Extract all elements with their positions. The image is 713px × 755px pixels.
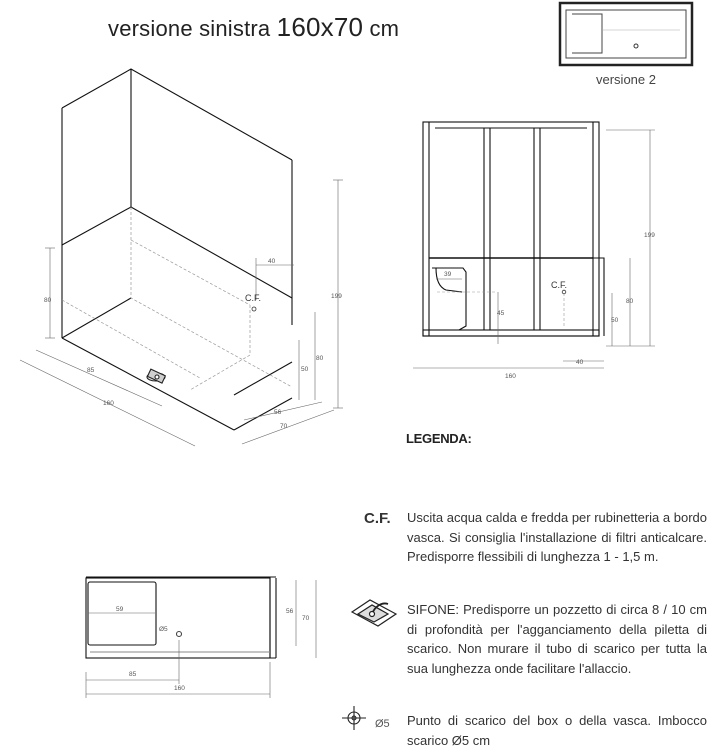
svg-text:50: 50 [611,317,619,324]
isometric-view [62,69,292,430]
svg-text:45: 45 [497,310,505,317]
svg-text:40: 40 [576,359,584,366]
svg-text:160: 160 [103,400,114,407]
iso-dimension-labels [44,258,342,430]
front-dimension-labels [444,232,655,380]
svg-text:80: 80 [626,298,634,305]
version-thumbnail [560,3,692,65]
svg-text:39: 39 [444,271,452,278]
plan-drain-label: Ø5 [159,626,168,633]
svg-text:85: 85 [129,671,137,678]
svg-text:80: 80 [316,355,324,362]
iso-drain-symbol [147,369,165,383]
svg-text:56: 56 [286,608,294,615]
plan-dimensions [86,580,316,698]
drain-symbol-label: Ø5 [375,718,390,730]
svg-text:56: 56 [274,409,282,416]
svg-text:160: 160 [174,685,185,692]
svg-text:199: 199 [644,232,655,239]
svg-text:160: 160 [505,373,516,380]
svg-text:59: 59 [116,606,124,613]
svg-text:80: 80 [44,297,52,304]
front-cf-label: C.F. [551,280,568,290]
svg-text:40: 40 [268,258,276,265]
svg-text:70: 70 [302,615,310,622]
legend-cf-key: C.F. [364,510,391,527]
sifone-icon [352,600,396,626]
version-label: versione 2 [596,72,656,87]
plan-dimension-labels [116,606,310,692]
page-title: versione sinistra 160x70 cm [108,12,400,42]
front-view [423,122,604,336]
svg-text:199: 199 [331,293,342,300]
legend-sifone-text: SIFONE: Predisporre un pozzetto di circa 8 / 10 cm di profondità per l'agganciamento della piletta di scarico. Non murare il tubo di scarico per tutta la sua lunghezza onde facilitare l'allaccio. [407,602,707,676]
legend-drain-text: Punto di scarico del box o della vasca. Imbocco scarico Ø5 cm [407,713,707,748]
legend-title: LEGENDA: [406,431,472,446]
iso-cf-label: C.F. [245,293,262,303]
svg-text:85: 85 [87,367,95,374]
iso-dimensions [20,180,343,446]
svg-text:70: 70 [280,423,288,430]
drain-crosshair-icon [342,706,366,730]
legend-cf-text: Uscita acqua calda e fredda per rubinetteria a bordo vasca. Si consiglia l'installazione di filtri anticalcare. Predisporre flessibili di lunghezza 1 - 1,5 m. [407,510,707,564]
plan-view [86,577,276,658]
svg-text:50: 50 [301,366,309,373]
